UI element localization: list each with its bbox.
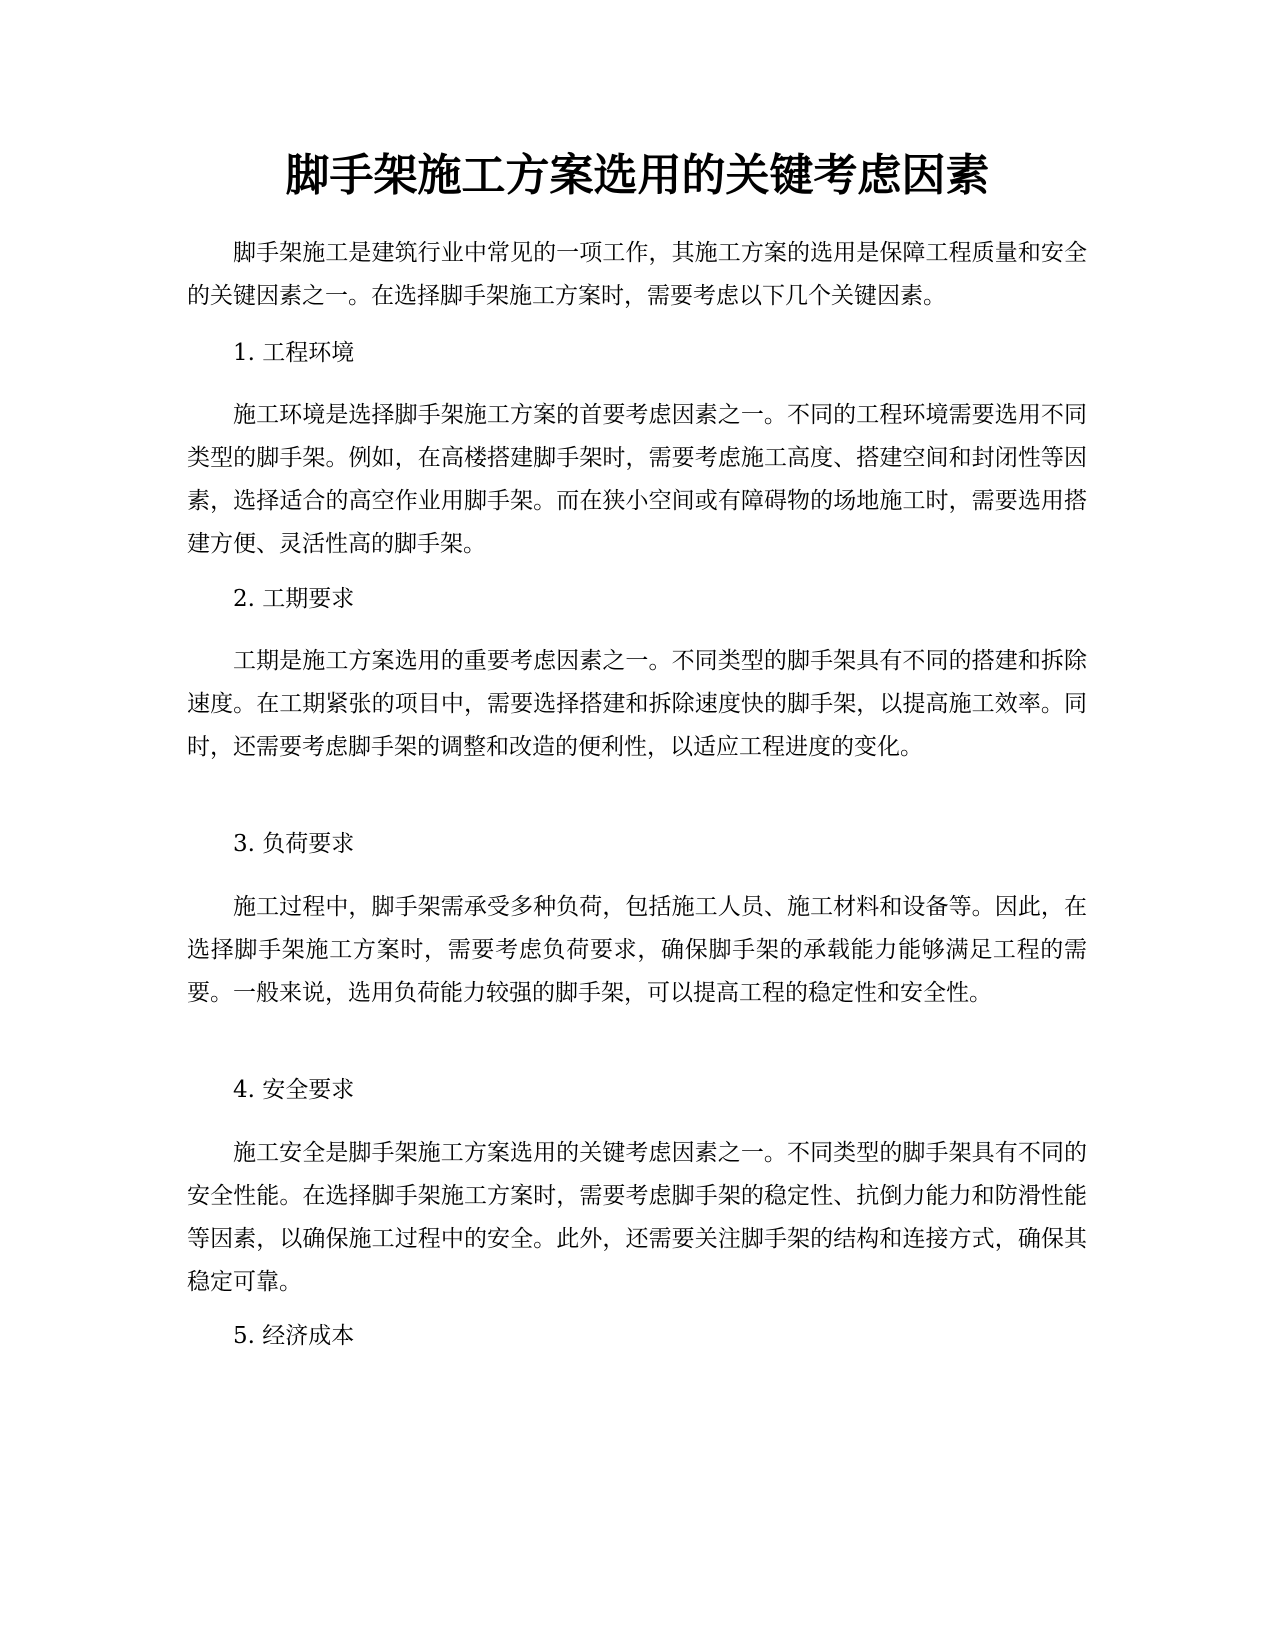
section-paragraph-4: 施工安全是脚手架施工方案选用的关键考虑因素之一。不同类型的脚手架具有不同的安全性能。在选择脚手架施工方案时，需要考虑脚手架的稳定性、抗倒力能力和防滑性能等因素，以确保施工过程中的安全。此外，还需要关注脚手架的结构和连接方式，确保其稳定可靠。 [187,1140,1087,1295]
section-paragraph-2: 工期是施工方案选用的重要考虑因素之一。不同类型的脚手架具有不同的搭建和拆除速度。在工期紧张的项目中，需要选择搭建和拆除速度快的脚手架，以提高施工效率。同时，还需要考虑脚手架的调整和改造的便利性，以适应工程进度的变化。 [187,648,1087,760]
section-heading-1: 1. 工程环境 [233,340,355,366]
document-title: 脚手架施工方案选用的关键考虑因素 [285,150,990,201]
section-heading-4: 4. 安全要求 [233,1077,355,1103]
section-paragraph-1: 施工环境是选择脚手架施工方案的首要考虑因素之一。不同的工程环境需要选用不同类型的脚手架。例如，在高楼搭建脚手架时，需要考虑施工高度、搭建空间和封闭性等因素，选择适合的高空作业用脚手架。而在狭小空间或有障碍物的场地施工时，需要选用搭建方便、灵活性高的脚手架。 [187,402,1087,557]
section-paragraph-3: 施工过程中，脚手架需承受多种负荷，包括施工人员、施工材料和设备等。因此，在选择脚手架施工方案时，需要考虑负荷要求，确保脚手架的承载能力能够满足工程的需要。一般来说，选用负荷能力较强的脚手架，可以提高工程的稳定性和安全性。 [187,894,1087,1006]
section-heading-3: 3. 负荷要求 [233,831,355,857]
intro-paragraph: 脚手架施工是建筑行业中常见的一项工作，其施工方案的选用是保障工程质量和安全的关键因素之一。在选择脚手架施工方案时，需要考虑以下几个关键因素。 [187,240,1087,309]
section-heading-5: 5. 经济成本 [233,1323,355,1349]
section-heading-2: 2. 工期要求 [233,586,355,612]
